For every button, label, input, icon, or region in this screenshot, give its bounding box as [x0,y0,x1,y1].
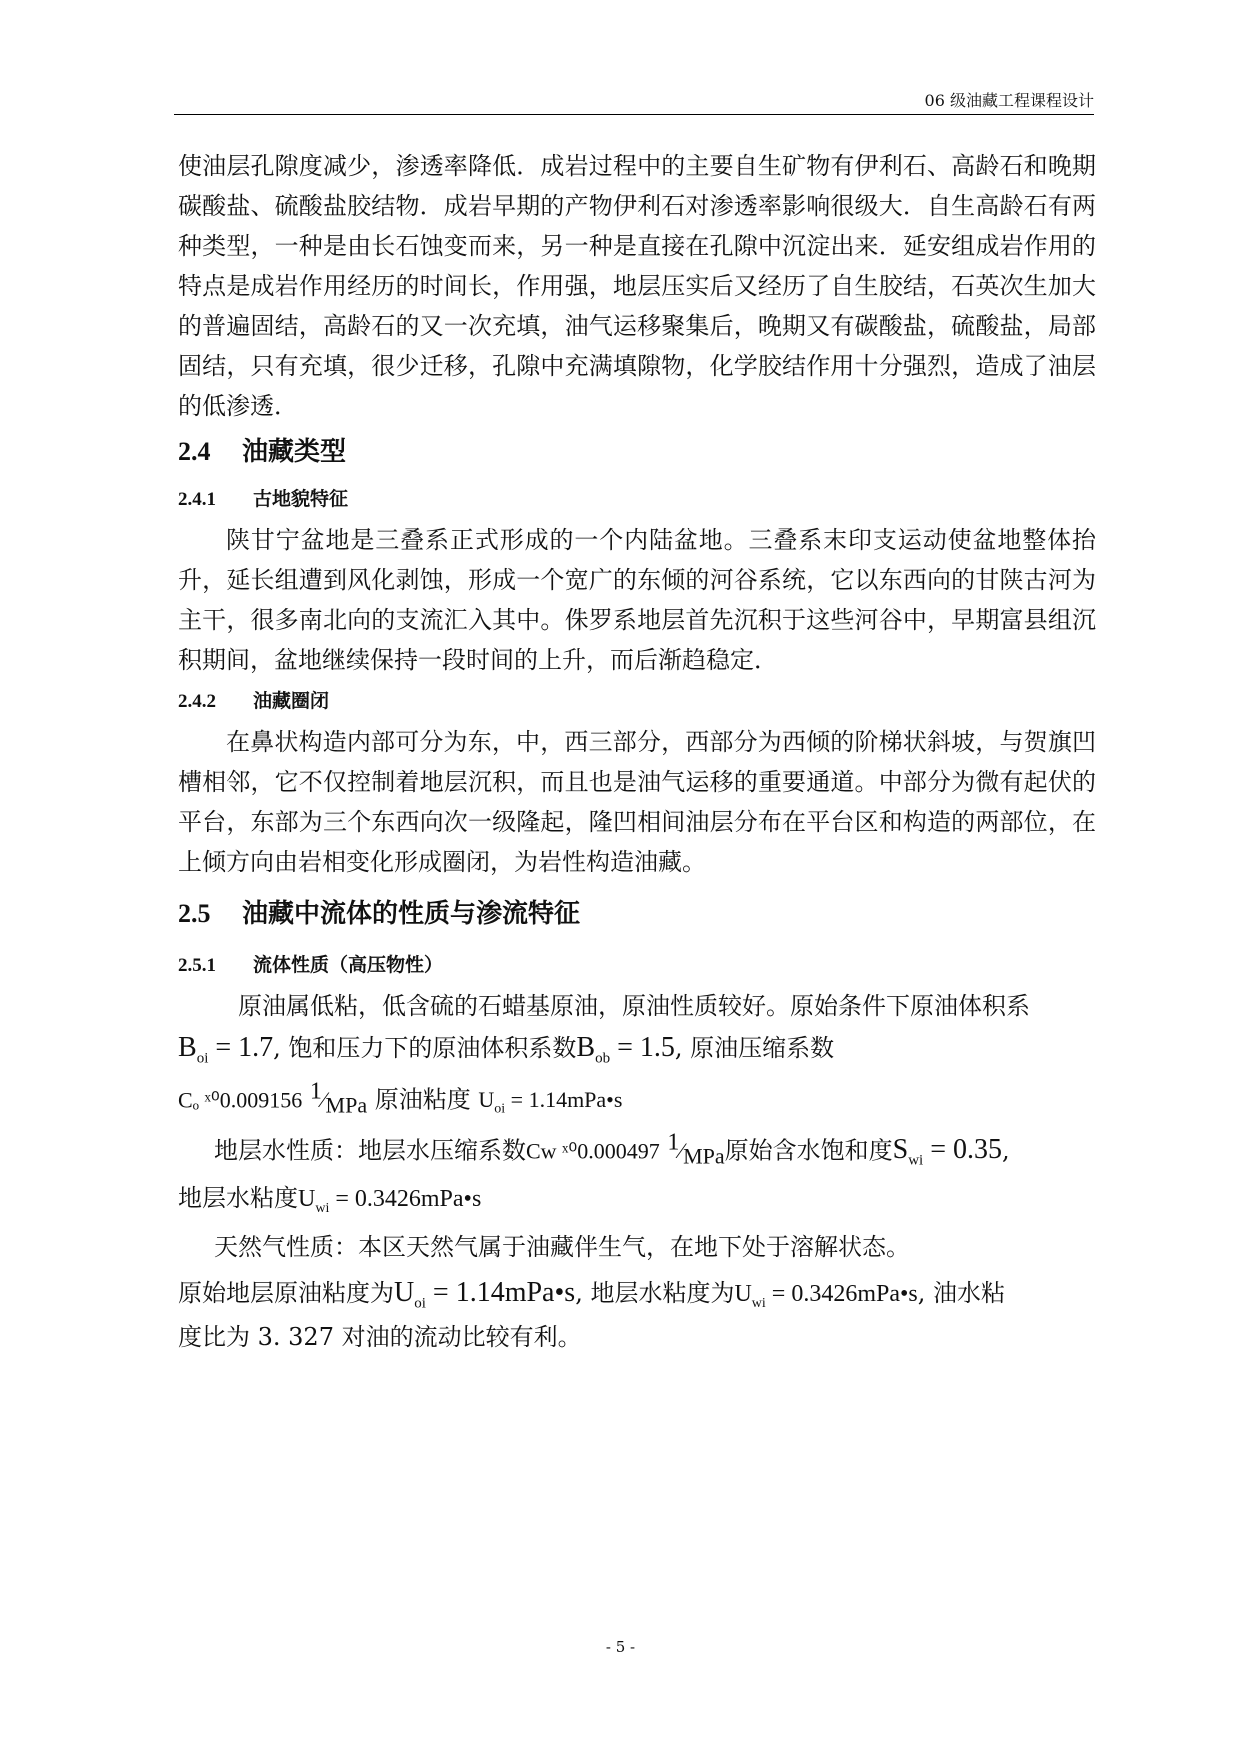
formula-uwi: $U_{wi}$ = 0.3426mPa•s [298,1186,482,1216]
subsection-number: 2.4.1 [178,489,216,510]
intro-paragraph: 使油层孔隙度减少，渗透率降低．成岩过程中的主要自生矿物有伊利石、高龄石和晚期碳酸盐、硫酸盐胶结物．成岩早期的产物伊利石对渗透率影响很级大．自生高龄石有两种类型，一种是由长石蚀变而来，另一种是直接在孔隙中沉淀出来．延安组成岩作用的特点是成岩作用经历的时间长，作用强，地层压实后又经历了自生胶结，石英次生加大的普遍固结，高龄石的又一次充填，油气运移聚集后，晚期又有碳酸盐，硫酸盐，局部固结，只有充填，很少迁移，孔隙中充满填隙物，化学胶结作用十分强烈，造成了油层的低渗透． [178,152,1096,420]
formula-line-water [178,1114,1096,1172]
formula-line-ratio [178,1270,1096,1316]
subsection-number: 2.4.2 [178,691,216,712]
section-title: 油藏类型 [242,437,347,467]
text-fragment: 地层水粘度 [178,1184,298,1212]
paragraph-2-4-1: 陕甘宁盆地是三叠系正式形成的一个内陆盆地。三叠系末印支运动使盆地整体抬升，延长组遭到风化剥蚀，形成一个宽广的东倾的河谷系统，它以东西向的甘陕古河为主干，很多南北向的支流汇入其中。侏罗系地层首先沉积于这些河谷中，早期富县组沉积期间，盆地继续保持一段时间的上升，而后渐趋稳定． [178,526,1096,674]
last-paragraph: 度比为 3. 327 对油的流动比较有利。 [178,1323,582,1351]
gas-paragraph: 天然气性质：本区天然气属于油藏伴生气，在地下处于溶解状态。 [214,1233,910,1261]
text-fragment: , 油水粘 [917,1279,1006,1307]
text-fragment: 原始地层原油粘度为 [178,1279,394,1307]
formula-swi: $S_{wi} = 0.35$ [892,1134,1003,1169]
section-title: 油藏中流体的性质与渗流特征 [242,899,581,929]
unit-per-mpa: $^1⁄_{MPa}$ [309,1079,368,1118]
formula-line-co [178,1070,1096,1118]
page-content [178,146,1096,1358]
formula-bob: $B_{ob} = 1.5$ [576,1032,675,1067]
subsection-heading-2-4-1 [178,478,1096,520]
subsection-number: 2.5.1 [178,955,216,976]
text-fragment: , 原油压缩系数 [674,1034,835,1062]
text-fragment: 原油粘度 [367,1085,471,1114]
section-number: 2.4 [178,437,211,466]
formula-uwi: $U_{wi}$ = 0.3426mPa•s [734,1281,918,1311]
formula-uoi: $U_{oi}$ = 1.14mPa•s [478,1087,623,1117]
section-heading-2-5 [178,888,1096,940]
text-fragment: , [1002,1136,1010,1165]
unit-per-mpa: $^1⁄_{MPa}$ [667,1130,725,1169]
text-fragment: 原始含水饱和度 [724,1136,893,1165]
subsection-heading-2-5-1 [178,944,1096,986]
formula-line-uwi [178,1172,1096,1224]
header-title: 06 级油藏工程课程设计 [924,91,1094,110]
formula-boi: $B_{oi} = 1.7$ [178,1032,274,1067]
page-number: - 5 - [605,1638,636,1656]
formula-cw: Cw ˣ⁰0.000497 [526,1138,660,1164]
subsection-title: 古地貌特征 [253,488,349,510]
text-fragment: , 地层水粘度为 [575,1279,735,1307]
paragraph-2-5-1: 原油属低粘，低含硫的石蜡基原油，原油性质较好。原始条件下原油体积系 [238,992,1030,1020]
page-header [174,86,1094,115]
subsection-heading-2-4-2 [178,680,1096,722]
subsection-title: 油藏圈闭 [253,690,330,712]
text-fragment: 地层水性质：地层水压缩系数 [214,1136,526,1165]
section-heading-2-4 [178,426,1096,478]
section-number: 2.5 [178,899,211,928]
formula-co: Cₒ ˣ⁰0.009156 [178,1087,303,1113]
subsection-title: 流体性质（高压物性） [253,954,444,976]
text-fragment: , 饱和压力下的原油体积系数 [273,1034,577,1062]
formula-line-boi [178,1026,1096,1070]
paragraph-2-4-2: 在鼻状构造内部可分为东，中，西三部分，西部分为西倾的阶梯状斜坡，与贺旗凹槽相邻，它不仅控制着地层沉积，而且也是油气运移的重要通道。中部分为微有起伏的平台，东部为三个东西向次一级隆起，隆凹相间油层分布在平台区和构造的两部位，在上倾方向由岩相变化形成圈闭，为岩性构造油藏。 [178,728,1096,876]
formula-uoi: $U_{oi}$ = 1.14mPa•s [394,1277,576,1312]
